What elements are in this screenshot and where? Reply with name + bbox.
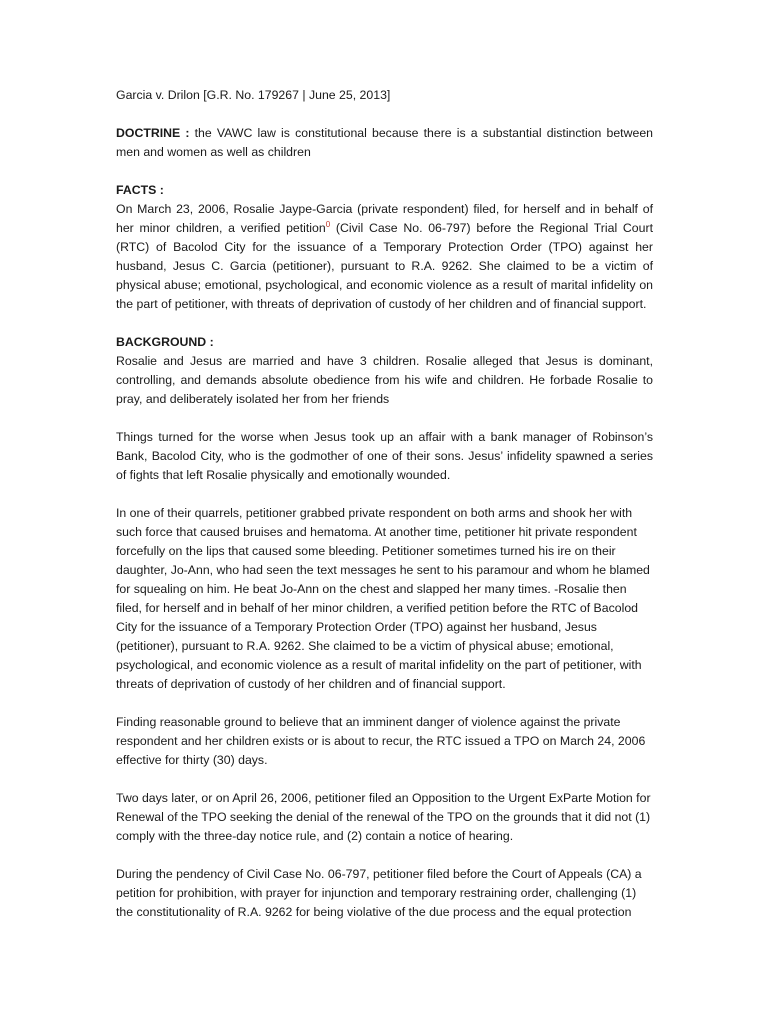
footnote-marker[interactable]: 0 xyxy=(325,219,331,229)
facts-text-before: On March 23, 2006, Rosalie Jaype-Garcia (private respondent) filed, for herself and in behalf of her minor children, a verified petition xyxy=(116,202,653,235)
doctrine-label: DOCTRINE : xyxy=(116,126,190,140)
background-heading: BACKGROUND : xyxy=(116,335,214,349)
facts-heading: FACTS : xyxy=(116,183,164,197)
facts-text-after: (Civil Case No. 06-797) before the Regional Trial Court (RTC) of Bacolod City for the issuance of a Temporary Protection Order (TPO) against her husband, Jesus C. Garcia (petitioner), pursuant to R.A. 9262. She claimed to be a victim of physical abuse; emotional, psychological, and economic violence as a result of marital infidelity on the part of petitioner, with threats of deprivation of custody of her children and of financial support. xyxy=(116,221,653,311)
case-title: Garcia v. Drilon [G.R. No. 179267 | June 25, 2013] xyxy=(116,88,391,102)
document-page xyxy=(116,86,653,941)
facts-paragraph xyxy=(116,200,653,314)
body-paragraph-quarrels: In one of their quarrels, petitioner grabbed private respondent on both arms and shook her with such force that caused bruises and hematoma. At another time, petitioner hit private respondent forcefully on the lips that caused some bleeding. Petitioner sometimes turned his ire on their daughter, Jo-Ann, who had seen the text messages he sent to his paramour and whom he blamed for squealing on him. He beat Jo-Ann on the chest and slapped her many times. -Rosalie then filed, for herself and in behalf of her minor children, a verified petition before the RTC of Bacolod City for the issuance of a Temporary Protection Order (TPO) against her husband, Jesus (petitioner), pursuant to R.A. 9262. She claimed to be a victim of physical abuse; emotional, psychological, and economic violence as a result of marital infidelity on the part of petitioner, with threats of deprivation of custody of her children and of financial support. xyxy=(116,506,650,691)
body-paragraph-ca-petition: During the pendency of Civil Case No. 06-797, petitioner filed before the Court of Appeals (CA) a petition for prohibition, with prayer for injunction and temporary restraining order, challenging (1) the constitutionality of R.A. 9262 for being violative of the due process and the equal protection xyxy=(116,867,642,919)
body-paragraph-opposition: Two days later, or on April 26, 2006, petitioner filed an Opposition to the Urgent ExParte Motion for Renewal of the TPO seeking the denial of the renewal of the TPO on the grounds that it did not (1) comply with the three-day notice rule, and (2) contain a notice of hearing. xyxy=(116,791,651,843)
doctrine-text: the VAWC law is constitutional because there is a substantial distinction between men and women as well as children xyxy=(116,126,653,159)
doctrine-paragraph xyxy=(116,124,653,162)
body-paragraph-affair: Things turned for the worse when Jesus took up an affair with a bank manager of Robinson’s Bank, Bacolod City, who is the godmother of one of their sons. Jesus’ infidelity spawned a series of fights that left Rosalie physically and emotionally wounded. xyxy=(116,430,653,482)
background-paragraph: Rosalie and Jesus are married and have 3 children. Rosalie alleged that Jesus is dominant, controlling, and demands absolute obedience from his wife and children. He forbade Rosalie to pray, and deliberately isolated her from her friends xyxy=(116,354,653,406)
body-paragraph-tpo-issued: Finding reasonable ground to believe that an imminent danger of violence against the private respondent and her children exists or is about to recur, the RTC issued a TPO on March 24, 2006 effective for thirty (30) days. xyxy=(116,715,646,767)
